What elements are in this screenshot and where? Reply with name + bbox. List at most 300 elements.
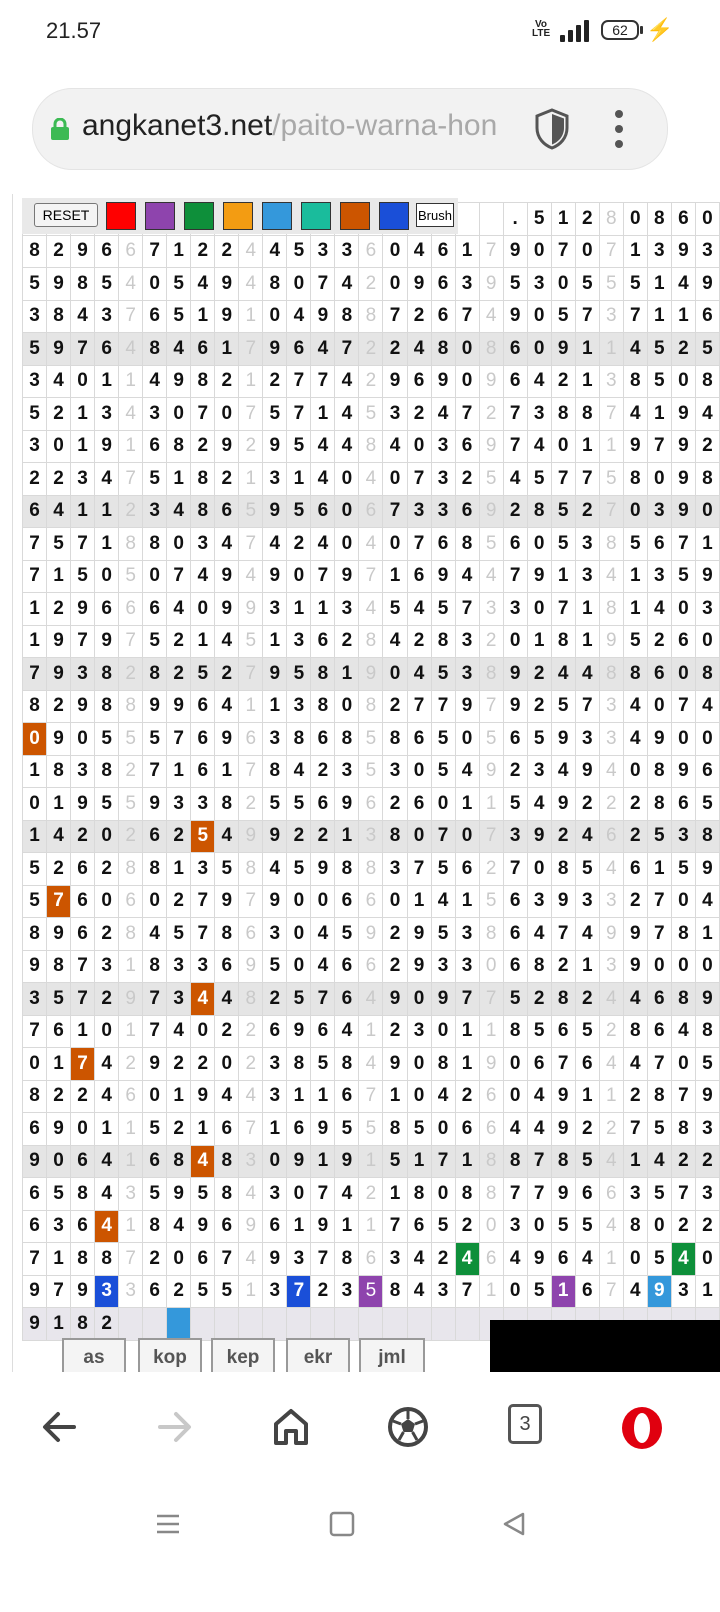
grid-cell[interactable]: 5 [551,528,575,561]
grid-cell[interactable]: 9 [695,560,719,593]
grid-cell[interactable]: 7 [455,983,479,1016]
grid-cell[interactable]: 7 [599,235,623,268]
grid-cell[interactable]: 4 [95,1048,119,1081]
grid-cell[interactable]: 0 [191,593,215,626]
grid-cell[interactable]: 0 [23,723,47,756]
grid-cell[interactable]: 1 [551,1275,575,1308]
grid-cell[interactable]: 9 [47,268,71,301]
grid-cell[interactable]: 0 [143,268,167,301]
grid-cell[interactable]: 9 [503,235,527,268]
grid-cell[interactable]: 6 [287,1113,311,1146]
grid-cell[interactable]: 1 [119,365,143,398]
grid-cell[interactable]: 5 [575,1210,599,1243]
grid-cell[interactable]: 1 [671,300,695,333]
grid-cell[interactable]: 3 [335,755,359,788]
grid-cell[interactable]: 7 [23,658,47,691]
grid-cell[interactable]: 6 [671,625,695,658]
grid-cell[interactable]: 0 [143,885,167,918]
grid-cell[interactable]: 6 [359,235,383,268]
grid-cell[interactable]: 1 [455,1015,479,1048]
grid-cell[interactable]: 2 [167,1113,191,1146]
grid-cell[interactable]: 4 [431,398,455,431]
grid-cell[interactable]: 9 [695,983,719,1016]
grid-cell[interactable]: 3 [527,885,551,918]
grid-cell[interactable] [431,1308,455,1341]
grid-cell[interactable]: 5 [551,495,575,528]
grid-cell[interactable]: 9 [407,950,431,983]
grid-cell[interactable]: 0 [695,495,719,528]
grid-cell[interactable]: 4 [263,235,287,268]
grid-cell[interactable]: 2 [407,398,431,431]
grid-cell[interactable]: 5 [167,918,191,951]
grid-cell[interactable]: 1 [167,463,191,496]
grid-cell[interactable]: . [503,203,527,236]
grid-cell[interactable]: 2 [263,365,287,398]
grid-cell[interactable]: 1 [695,1275,719,1308]
grid-cell[interactable]: 9 [215,723,239,756]
grid-cell[interactable]: 2 [191,235,215,268]
grid-cell[interactable]: 5 [287,495,311,528]
grid-cell[interactable]: 1 [23,755,47,788]
grid-cell[interactable]: 0 [623,203,647,236]
grid-cell[interactable]: 4 [287,755,311,788]
grid-cell[interactable]: 7 [167,723,191,756]
grid-cell[interactable]: 0 [527,333,551,366]
grid-cell[interactable]: 7 [503,398,527,431]
grid-cell[interactable]: 6 [359,788,383,821]
grid-cell[interactable]: 4 [143,365,167,398]
grid-cell[interactable]: 9 [71,235,95,268]
grid-cell[interactable]: 2 [359,365,383,398]
grid-cell[interactable]: 9 [215,560,239,593]
grid-cell[interactable]: 2 [191,1048,215,1081]
grid-cell[interactable]: 0 [383,235,407,268]
grid-cell[interactable]: 5 [23,853,47,886]
grid-cell[interactable]: 4 [119,333,143,366]
grid-cell[interactable]: 3 [527,268,551,301]
grid-cell[interactable] [263,1308,287,1341]
grid-cell[interactable]: 5 [503,788,527,821]
grid-cell[interactable]: 8 [335,1243,359,1276]
opera-logo-icon[interactable] [617,1402,667,1452]
grid-cell[interactable]: 4 [311,333,335,366]
grid-cell[interactable]: 5 [383,593,407,626]
grid-cell[interactable]: 7 [239,398,263,431]
grid-cell[interactable]: 0 [671,885,695,918]
grid-cell[interactable]: 4 [599,1145,623,1178]
grid-cell[interactable]: 5 [695,788,719,821]
grid-cell[interactable]: 0 [407,430,431,463]
grid-cell[interactable]: 8 [335,300,359,333]
grid-cell[interactable]: 4 [167,1015,191,1048]
grid-cell[interactable]: 8 [551,983,575,1016]
grid-cell[interactable]: 5 [263,398,287,431]
grid-cell[interactable]: 3 [431,950,455,983]
grid-cell[interactable]: 4 [551,658,575,691]
grid-cell[interactable]: 2 [47,398,71,431]
browser-menu-icon[interactable] [610,110,628,148]
grid-cell[interactable]: 2 [479,625,503,658]
grid-cell[interactable]: 4 [623,1275,647,1308]
grid-cell[interactable]: 3 [71,755,95,788]
grid-cell[interactable]: 0 [23,1048,47,1081]
grid-cell[interactable]: 1 [167,755,191,788]
grid-cell[interactable]: 4 [527,365,551,398]
grid-cell[interactable]: 3 [527,755,551,788]
grid-cell[interactable]: 7 [143,755,167,788]
grid-cell[interactable]: 5 [431,723,455,756]
grid-cell[interactable]: 1 [455,1048,479,1081]
grid-cell[interactable]: 6 [575,1275,599,1308]
grid-cell[interactable]: 1 [47,1308,71,1341]
grid-cell[interactable]: 9 [263,495,287,528]
grid-cell[interactable]: 4 [167,333,191,366]
grid-cell[interactable]: 1 [599,333,623,366]
grid-cell[interactable]: 3 [455,918,479,951]
grid-cell[interactable]: 2 [695,430,719,463]
grid-cell[interactable]: 8 [623,1015,647,1048]
grid-cell[interactable]: 2 [167,820,191,853]
grid-cell[interactable]: 8 [551,625,575,658]
grid-cell[interactable]: 2 [503,495,527,528]
grid-cell[interactable]: 9 [383,365,407,398]
grid-cell[interactable]: 6 [431,300,455,333]
grid-cell[interactable]: 4 [527,430,551,463]
grid-cell[interactable]: 0 [503,1275,527,1308]
grid-cell[interactable]: 3 [311,235,335,268]
grid-cell[interactable]: 9 [671,430,695,463]
grid-cell[interactable]: 6 [455,853,479,886]
grid-cell[interactable]: 9 [527,1243,551,1276]
grid-cell[interactable]: 2 [407,625,431,658]
grid-cell[interactable]: 7 [143,983,167,1016]
grid-cell[interactable]: 7 [479,820,503,853]
grid-cell[interactable]: 2 [239,1015,263,1048]
grid-cell[interactable]: 3 [647,560,671,593]
grid-cell[interactable]: 7 [599,495,623,528]
grid-cell[interactable]: 7 [23,1243,47,1276]
grid-cell[interactable]: 4 [695,690,719,723]
grid-cell[interactable]: 0 [647,1210,671,1243]
grid-cell[interactable]: 6 [215,950,239,983]
grid-cell[interactable]: 3 [23,300,47,333]
grid-cell[interactable]: 4 [335,398,359,431]
grid-cell[interactable]: 6 [263,1015,287,1048]
grid-cell[interactable]: 6 [503,950,527,983]
grid-cell[interactable]: 6 [335,885,359,918]
grid-cell[interactable]: 0 [431,1178,455,1211]
grid-cell[interactable]: 5 [503,268,527,301]
grid-cell[interactable]: 7 [599,1275,623,1308]
grid-cell[interactable]: 1 [407,885,431,918]
grid-cell[interactable]: 4 [503,1113,527,1146]
grid-cell[interactable]: 4 [671,268,695,301]
grid-cell[interactable]: 2 [287,820,311,853]
grid-cell[interactable]: 6 [359,1243,383,1276]
grid-cell[interactable]: 2 [167,1275,191,1308]
grid-cell[interactable] [239,1308,263,1341]
grid-cell[interactable] [479,203,503,236]
grid-cell[interactable]: 9 [551,333,575,366]
grid-cell[interactable]: 4 [527,788,551,821]
grid-cell[interactable]: 5 [143,625,167,658]
grid-cell[interactable]: 9 [71,1275,95,1308]
grid-cell[interactable]: 6 [503,333,527,366]
grid-cell[interactable]: 4 [599,983,623,1016]
grid-cell[interactable]: 2 [599,1113,623,1146]
grid-cell[interactable]: 6 [551,1243,575,1276]
grid-cell[interactable]: 2 [239,1048,263,1081]
grid-cell[interactable]: 9 [695,268,719,301]
tab-jml[interactable]: jml [359,1338,425,1372]
grid-cell[interactable]: 3 [359,820,383,853]
grid-cell[interactable]: 8 [647,755,671,788]
grid-cell[interactable]: 5 [311,1048,335,1081]
grid-cell[interactable]: 3 [599,723,623,756]
grid-cell[interactable]: 8 [479,1145,503,1178]
grid-cell[interactable]: 7 [527,1178,551,1211]
grid-cell[interactable]: 3 [479,593,503,626]
grid-cell[interactable]: 0 [479,1210,503,1243]
grid-cell[interactable]: 3 [335,593,359,626]
grid-cell[interactable]: 4 [71,300,95,333]
grid-cell[interactable]: 2 [215,235,239,268]
grid-cell[interactable]: 4 [47,365,71,398]
grid-cell[interactable]: 4 [215,1080,239,1113]
grid-cell[interactable]: 4 [311,918,335,951]
grid-cell[interactable]: 9 [479,755,503,788]
grid-cell[interactable]: 4 [575,658,599,691]
grid-cell[interactable]: 2 [431,1243,455,1276]
grid-cell[interactable]: 3 [503,1210,527,1243]
grid-cell[interactable]: 4 [239,235,263,268]
grid-cell[interactable]: 7 [551,235,575,268]
grid-cell[interactable]: 4 [599,1048,623,1081]
grid-cell[interactable]: 6 [71,1145,95,1178]
grid-cell[interactable]: 4 [383,430,407,463]
grid-cell[interactable]: 0 [695,203,719,236]
grid-cell[interactable]: 2 [119,755,143,788]
grid-cell[interactable]: 9 [671,235,695,268]
grid-cell[interactable]: 8 [167,430,191,463]
grid-cell[interactable]: 9 [479,430,503,463]
grid-cell[interactable]: 0 [671,723,695,756]
grid-cell[interactable]: 9 [599,918,623,951]
grid-cell[interactable]: 8 [359,690,383,723]
grid-cell[interactable]: 1 [479,1275,503,1308]
grid-cell[interactable]: 3 [455,268,479,301]
grid-cell[interactable]: 9 [311,853,335,886]
grid-cell[interactable]: 9 [527,820,551,853]
grid-cell[interactable]: 0 [71,365,95,398]
grid-cell[interactable]: 4 [167,1210,191,1243]
grid-cell[interactable]: 8 [479,333,503,366]
grid-cell[interactable]: 4 [335,1178,359,1211]
grid-cell[interactable]: 1 [311,1080,335,1113]
grid-cell[interactable]: 9 [263,560,287,593]
grid-cell[interactable]: 2 [311,1275,335,1308]
grid-cell[interactable]: 1 [527,625,551,658]
grid-cell[interactable]: 3 [263,463,287,496]
grid-cell[interactable]: 5 [47,1178,71,1211]
grid-cell[interactable]: 5 [239,625,263,658]
grid-cell[interactable]: 4 [527,1113,551,1146]
grid-cell[interactable]: 7 [671,1178,695,1211]
grid-cell[interactable]: 9 [215,300,239,333]
grid-cell[interactable]: 0 [527,235,551,268]
grid-cell[interactable]: 9 [23,950,47,983]
grid-cell[interactable]: 9 [671,398,695,431]
grid-cell[interactable]: 6 [143,593,167,626]
grid-cell[interactable]: 0 [671,593,695,626]
grid-cell[interactable]: 8 [551,853,575,886]
grid-cell[interactable]: 8 [215,1145,239,1178]
grid-cell[interactable]: 3 [263,723,287,756]
grid-cell[interactable]: 0 [215,398,239,431]
grid-cell[interactable]: 1 [119,1113,143,1146]
grid-cell[interactable]: 7 [359,560,383,593]
grid-cell[interactable]: 8 [23,1080,47,1113]
grid-cell[interactable]: 9 [263,820,287,853]
grid-cell[interactable]: 7 [647,430,671,463]
grid-cell[interactable]: 4 [239,1243,263,1276]
grid-cell[interactable]: 8 [119,918,143,951]
grid-cell[interactable]: 0 [647,950,671,983]
grid-cell[interactable]: 3 [527,398,551,431]
grid-cell[interactable]: 1 [383,1178,407,1211]
grid-cell[interactable]: 2 [503,755,527,788]
grid-cell[interactable]: 0 [383,885,407,918]
grid-cell[interactable]: 8 [47,755,71,788]
grid-cell[interactable] [119,1308,143,1341]
grid-cell[interactable]: 3 [599,950,623,983]
grid-cell[interactable]: 6 [503,885,527,918]
grid-cell[interactable] [383,1308,407,1341]
grid-cell[interactable]: 2 [95,918,119,951]
grid-cell[interactable]: 3 [455,950,479,983]
grid-cell[interactable]: 7 [503,560,527,593]
grid-cell[interactable]: 3 [599,690,623,723]
grid-cell[interactable]: 3 [575,528,599,561]
grid-cell[interactable]: 9 [215,430,239,463]
grid-cell[interactable]: 2 [335,625,359,658]
grid-cell[interactable]: 8 [551,1145,575,1178]
url-text[interactable] [82,109,518,143]
grid-cell[interactable]: 3 [599,885,623,918]
grid-cell[interactable]: 4 [647,593,671,626]
grid-cell[interactable] [407,1308,431,1341]
grid-cell[interactable]: 1 [95,365,119,398]
grid-cell[interactable]: 9 [143,788,167,821]
grid-cell[interactable]: 7 [383,495,407,528]
grid-cell[interactable]: 8 [407,1178,431,1211]
grid-cell[interactable]: 7 [455,593,479,626]
grid-cell[interactable]: 0 [167,398,191,431]
grid-cell[interactable]: 7 [311,268,335,301]
grid-cell[interactable]: 2 [575,495,599,528]
grid-cell[interactable]: 1 [359,1210,383,1243]
grid-cell[interactable]: 2 [455,1210,479,1243]
grid-cell[interactable]: 8 [695,1015,719,1048]
grid-cell[interactable]: 9 [623,918,647,951]
grid-cell[interactable]: 1 [455,1145,479,1178]
grid-cell[interactable]: 8 [215,788,239,821]
grid-cell[interactable]: 3 [263,1178,287,1211]
grid-cell[interactable]: 6 [551,1015,575,1048]
grid-cell[interactable]: 6 [407,788,431,821]
grid-cell[interactable]: 2 [359,268,383,301]
grid-cell[interactable]: 7 [455,1275,479,1308]
grid-cell[interactable]: 7 [143,235,167,268]
grid-cell[interactable]: 2 [527,690,551,723]
grid-cell[interactable]: 7 [551,918,575,951]
grid-cell[interactable]: 8 [71,1243,95,1276]
grid-cell[interactable]: 4 [407,658,431,691]
grid-cell[interactable]: 6 [455,430,479,463]
grid-cell[interactable]: 7 [503,1178,527,1211]
grid-cell[interactable]: 8 [455,528,479,561]
grid-cell[interactable]: 0 [527,593,551,626]
grid-cell[interactable]: 9 [359,658,383,691]
grid-cell[interactable]: 3 [503,820,527,853]
grid-cell[interactable]: 3 [695,235,719,268]
grid-cell[interactable]: 2 [575,788,599,821]
grid-cell[interactable]: 3 [191,950,215,983]
grid-cell[interactable]: 7 [407,463,431,496]
grid-cell[interactable]: 3 [407,495,431,528]
grid-cell[interactable]: 5 [287,235,311,268]
grid-cell[interactable]: 9 [383,983,407,1016]
grid-cell[interactable]: 6 [335,983,359,1016]
grid-cell[interactable]: 5 [647,1243,671,1276]
grid-cell[interactable]: 8 [335,1048,359,1081]
grid-cell[interactable]: 3 [431,495,455,528]
grid-cell[interactable]: 8 [695,463,719,496]
grid-cell[interactable]: 6 [119,885,143,918]
grid-cell[interactable]: 1 [191,300,215,333]
grid-cell[interactable]: 2 [383,788,407,821]
grid-cell[interactable]: 8 [551,398,575,431]
grid-cell[interactable]: 1 [623,235,647,268]
grid-cell[interactable]: 5 [119,560,143,593]
grid-cell[interactable]: 5 [527,1015,551,1048]
grid-cell[interactable] [455,1308,479,1341]
grid-cell[interactable]: 8 [191,463,215,496]
grid-cell[interactable]: 7 [71,983,95,1016]
grid-cell[interactable]: 7 [335,333,359,366]
grid-cell[interactable]: 0 [95,1015,119,1048]
grid-cell[interactable]: 9 [23,1145,47,1178]
grid-cell[interactable]: 5 [23,268,47,301]
grid-cell[interactable]: 1 [119,1210,143,1243]
grid-cell[interactable]: 5 [71,560,95,593]
grid-cell[interactable]: 8 [23,918,47,951]
grid-cell[interactable]: 5 [647,820,671,853]
grid-cell[interactable]: 6 [215,1210,239,1243]
grid-cell[interactable]: 1 [551,560,575,593]
grid-cell[interactable]: 1 [239,1275,263,1308]
grid-cell[interactable]: 9 [599,625,623,658]
grid-cell[interactable]: 7 [647,918,671,951]
grid-cell[interactable]: 2 [575,1113,599,1146]
grid-cell[interactable]: 4 [455,755,479,788]
grid-cell[interactable]: 8 [143,853,167,886]
grid-cell[interactable] [455,203,479,236]
grid-cell[interactable]: 6 [95,235,119,268]
grid-cell[interactable]: 0 [215,1048,239,1081]
grid-cell[interactable]: 8 [383,820,407,853]
grid-cell[interactable]: 9 [551,723,575,756]
